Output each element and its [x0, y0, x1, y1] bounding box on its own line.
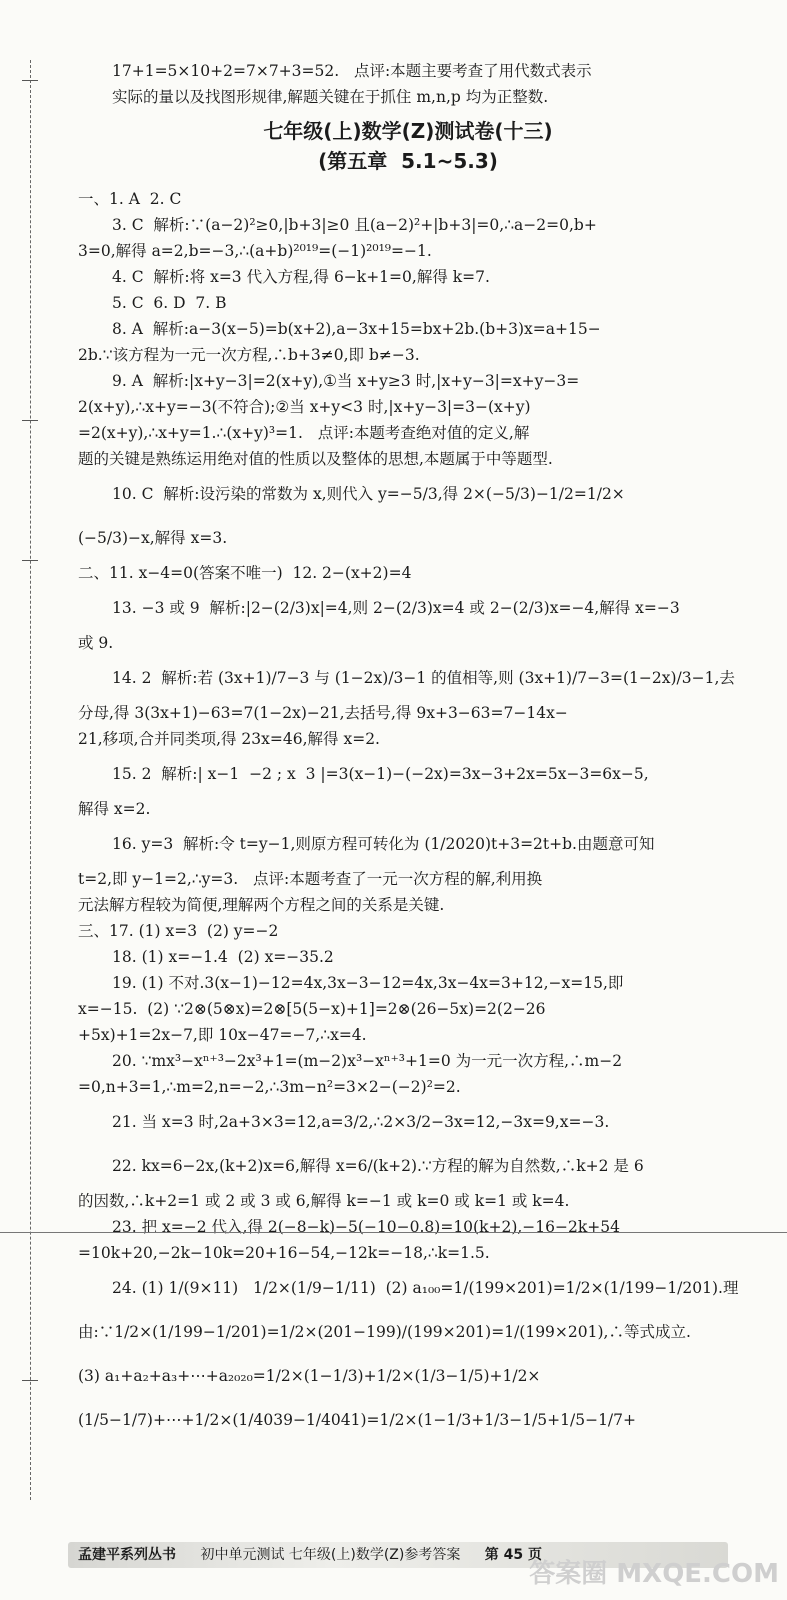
answer-line: 元法解方程较为简便,理解两个方程之间的关系是关键.: [78, 896, 445, 914]
answer-line: 18. (1) x=−1.4 (2) x=−35.2: [112, 948, 334, 966]
answer-line: 分母,得 3(3x+1)−63=7(1−2x)−21,去括号,得 9x+3−63=7−14x−: [78, 704, 568, 722]
intro-line: 实际的量以及找图形规律,解题关键在于抓住 m,n,p 均为正整数.: [112, 88, 549, 106]
answer-page: [78, 58, 738, 1442]
answer-line: (−5/3)−x,解得 x=3.: [78, 529, 228, 547]
answer-line: =0,n+3=1,∴m=2,n=−2,∴3m−n²=3×2−(−2)²=2.: [78, 1078, 461, 1096]
answer-line: 由:∵1/2×(1/199−1/201)=1/2×(201−199)/(199×201)=1/(199×201),∴等式成立.: [78, 1323, 691, 1341]
watermark: 答案圈 MXQE.COM: [529, 1559, 779, 1589]
answer-line: 题的关键是熟练运用绝对值的性质以及整体的思想,本题属于中等题型.: [78, 450, 553, 468]
page-subtitle: (第五章 5.1~5.3): [318, 149, 498, 173]
answer-line: 解得 x=2.: [78, 800, 151, 818]
answer-line: =2(x+y),∴x+y=1.∴(x+y)³=1. 点评:本题考查绝对值的定义,解: [78, 424, 530, 442]
answer-line: 4. C 解析:将 x=3 代入方程,得 6−k+1=0,解得 k=7.: [112, 268, 490, 286]
binding-tick: [22, 1380, 38, 1381]
answer-line: 19. (1) 不对.3(x−1)−12=4x,3x−3−12=4x,3x−4x=3+12,−x=15,即: [112, 974, 624, 992]
answer-line: 13. −3 或 9 解析:|2−(2/3)x|=4,则 2−(2/3)x=4 或 2−(2/3)x=−4,解得 x=−3: [112, 599, 680, 617]
answer-line: +5x)+1=2x−7,即 10x−47=−7,∴x=4.: [78, 1026, 367, 1044]
page-title: 七年级(上)数学(Z)测试卷(十三): [263, 119, 553, 143]
answer-line: 16. y=3 解析:令 t=y−1,则原方程可转化为 (1/2020)t+3=2t+b.由题意可知: [112, 835, 655, 853]
answer-line: 9. A 解析:|x+y−3|=2(x+y),①当 x+y≥3 时,|x+y−3|=x+y−3=: [112, 372, 580, 390]
answer-line: 23. 把 x=−2 代入,得 2(−8−k)−5(−10−0.8)=10(k+2),−16−2k+54: [112, 1218, 620, 1236]
binding-tick: [22, 560, 38, 561]
binding-line: [30, 60, 31, 1500]
binding-tick: [22, 80, 38, 81]
answer-line: 21,移项,合并同类项,得 23x=46,解得 x=2.: [78, 730, 380, 748]
answer-line: 二、11. x−4=0(答案不唯一) 12. 2−(x+2)=4: [78, 564, 412, 582]
answer-line: 8. A 解析:a−3(x−5)=b(x+2),a−3x+15=bx+2b.(b+3)x=a+15−: [112, 320, 601, 338]
answer-line: 14. 2 解析:若 (3x+1)/7−3 与 (1−2x)/3−1 的值相等,则 (3x+1)/7−3=(1−2x)/3−1,去: [112, 669, 735, 687]
answer-line: 或 9.: [78, 634, 114, 652]
answer-line: (1/5−1/7)+⋯+1/2×(1/4039−1/4041)=1/2×(1−1/3+1/3−1/5+1/5−1/7+: [78, 1411, 636, 1429]
answer-line: 2(x+y),∴x+y=−3(不符合);②当 x+y<3 时,|x+y−3|=3−(x+y): [78, 398, 531, 416]
footer-book: 初中单元测试 七年级(上)数学(Z)参考答案: [200, 1547, 461, 1563]
answer-line: (3) a₁+a₂+a₃+⋯+a₂₀₂₀=1/2×(1−1/3)+1/2×(1/3−1/5)+1/2×: [78, 1367, 541, 1385]
answer-line: 15. 2 解析:| x−1 −2 ; x 3 |=3(x−1)−(−2x)=3x−3+2x=5x−3=6x−5,: [112, 765, 649, 783]
answer-line: x=−15. (2) ∵2⊗(5⊗x)=2⊗[5(5−x)+1]=2⊗(26−5x)=2(2−26: [78, 1000, 546, 1018]
binding-tick: [22, 420, 38, 421]
answer-line: 2b.∵该方程为一元一次方程,∴b+3≠0,即 b≠−3.: [78, 346, 420, 364]
answer-line: 3=0,解得 a=2,b=−3,∴(a+b)²⁰¹⁹=(−1)²⁰¹⁹=−1.: [78, 242, 432, 260]
answer-line: 20. ∵mx³−xⁿ⁺³−2x³+1=(m−2)x³−xⁿ⁺³+1=0 为一元一次方程,∴m−2: [112, 1052, 623, 1070]
footer-page-number: 第 45 页: [484, 1547, 543, 1563]
answer-line: t=2,即 y−1=2,∴y=3. 点评:本题考查了一元一次方程的解,利用换: [78, 870, 543, 888]
answer-line: 5. C 6. D 7. B: [112, 294, 227, 312]
answer-line: 三、17. (1) x=3 (2) y=−2: [78, 922, 279, 940]
answer-line: 22. kx=6−2x,(k+2)x=6,解得 x=6/(k+2).∵方程的解为自然数,∴k+2 是 6: [112, 1157, 644, 1175]
answer-line: 10. C 解析:设污染的常数为 x,则代入 y=−5/3,得 2×(−5/3)−1/2=1/2×: [112, 485, 625, 503]
intro-line: 17+1=5×10+2=7×7+3=52. 点评:本题主要考查了用代数式表示: [112, 62, 592, 80]
answer-line: 24. (1) 1/(9×11) 1/2×(1/9−1/11) (2) a₁₀₀=1/(199×201)=1/2×(1/199−1/201).理: [112, 1279, 738, 1297]
answer-line: 21. 当 x=3 时,2a+3×3=12,a=3/2,∴2×3/2−3x=12,−3x=9,x=−3.: [112, 1113, 610, 1131]
answer-line: 一、1. A 2. C: [78, 190, 182, 208]
answer-line: 的因数,∴k+2=1 或 2 或 3 或 6,解得 k=−1 或 k=0 或 k=1 或 k=4.: [78, 1192, 570, 1210]
answer-line: 3. C 解析:∵(a−2)²≥0,|b+3|≥0 且(a−2)²+|b+3|=0,∴a−2=0,b+: [112, 216, 597, 234]
answer-line: =10k+20,−2k−10k=20+16−54,−12k=−18,∴k=1.5.: [78, 1244, 490, 1262]
footer-series: 孟建平系列丛书: [78, 1547, 176, 1563]
divider-line: [0, 1232, 787, 1233]
